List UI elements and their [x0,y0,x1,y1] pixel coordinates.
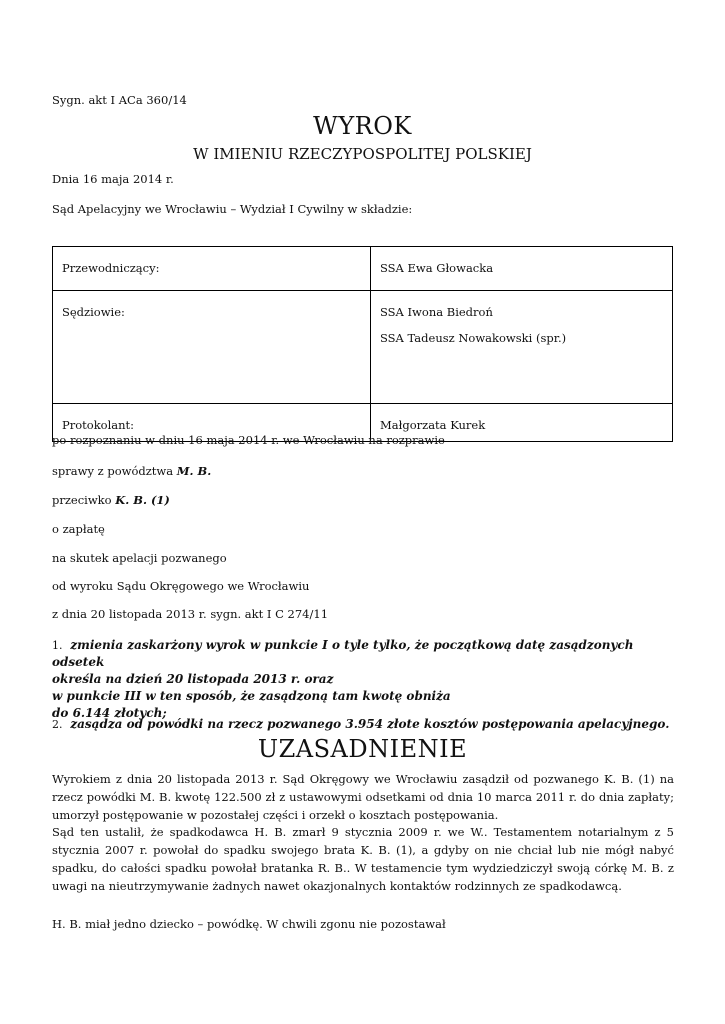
ruling-item-1 [52,637,682,722]
clerk-label: Protokolant: [53,404,371,442]
preamble-line-1: po rozpoznaniu w dniu 16 maja 2014 r. we Wrocławiu na rozprawie [52,433,445,447]
ruling-item-1-line-2: określa na dzień 20 listopada 2013 r. oraz [52,672,334,687]
ruling-item-2-text: zasądza od powódki na rzecz pozwanego 3.954 złote kosztów postępowania apelacyjnego. [70,717,670,731]
clerk-value: Małgorzata Kurek [371,404,673,442]
presiding-label: Przewodniczący: [53,247,371,291]
ruling-item-1-number: 1. [52,639,63,652]
judges-label: Sędziowie: [53,291,371,404]
case-signature: Sygn. akt I ACa 360/14 [52,93,187,107]
judges-value [371,291,673,404]
ruling-item-2-number: 2. [52,718,63,731]
ruling-item-2 [52,717,669,731]
preamble-line-2-text: sprawy z powództwa [52,464,177,478]
preamble-line-3-text: przeciwko [52,493,116,507]
ruling-item-1-line-4: do 6.144 złotych; [52,706,167,721]
panel-row-presiding [53,247,673,291]
preamble-line-7: z dnia 20 listopada 2013 r. sygn. akt I C 274/11 [52,607,329,621]
panel-row-judges [53,291,673,404]
presiding-value: SSA Ewa Głowacka [371,247,673,291]
defendant-name: K. B. (1) [115,493,170,507]
court-panel-table [52,246,673,442]
justification-paragraph-1: Wyrokiem z dnia 20 listopada 2013 r. Sąd Okręgowy we Wrocławiu zasądził od pozwanego K. B. (1) na rzecz powódki M. B. kwotę 122.500 zł z ustawowymi odsetkami od dnia 10 marca 2011 r. do dnia zapłaty; umorzył postępowanie w pozostałej części i orzekł o kosztach postępowania. [52,772,674,823]
justification-paragraph-3: H. B. miał jedno dziecko – powódkę. W chwili zgonu nie pozostawał [52,917,446,931]
preamble-line-5: na skutek apelacji pozwanego [52,551,227,565]
plaintiff-name: M. B. [176,464,212,478]
judge-1: SSA Iwona Biedroń [380,305,493,319]
document-title: WYROK [313,112,412,140]
preamble-line-4: o zapłatę [52,522,105,536]
justification-heading: UZASADNIENIE [257,735,468,763]
ruling-item-1-line-1: zmienia zaskarżony wyrok w punkcie I o tyle tylko, że początkową datę zasądzonych odsetek [52,638,634,670]
preamble-line-3 [52,492,170,509]
document-subtitle: W IMIENIU RZECZYPOSPOLITEJ POLSKIEJ [193,145,532,163]
judgment-date: Dnia 16 maja 2014 r. [52,172,174,186]
preamble-line-6: od wyroku Sądu Okręgowego we Wrocławiu [52,579,310,593]
judge-2: SSA Tadeusz Nowakowski (spr.) [380,331,567,345]
ruling-item-1-line-3: w punkcie III w ten sposób, że zasądzoną tam kwotę obniża [52,689,451,704]
preamble-line-2 [52,463,211,480]
court-name: Sąd Apelacyjny we Wrocławiu – Wydział I Cywilny w składzie: [52,202,413,216]
justification-paragraph-2: Sąd ten ustalił, że spadkodawca H. B. zmarł 9 stycznia 2009 r. we W.. Testamentem notarialnym z 5 stycznia 2007 r. powołał do spadku swojego brata K. B. (1), a gdyby on nie chciał lub nie mógł nabyć spadku, do całości spadku powołał bratanka R. B.. W testamencie tym wydziedziczył swoją córkę M. B. z uwagi na nieutrzymywanie żadnych nawet okazjonalnych kontaktów rodzinnych ze spadkodawcą. [52,825,674,894]
